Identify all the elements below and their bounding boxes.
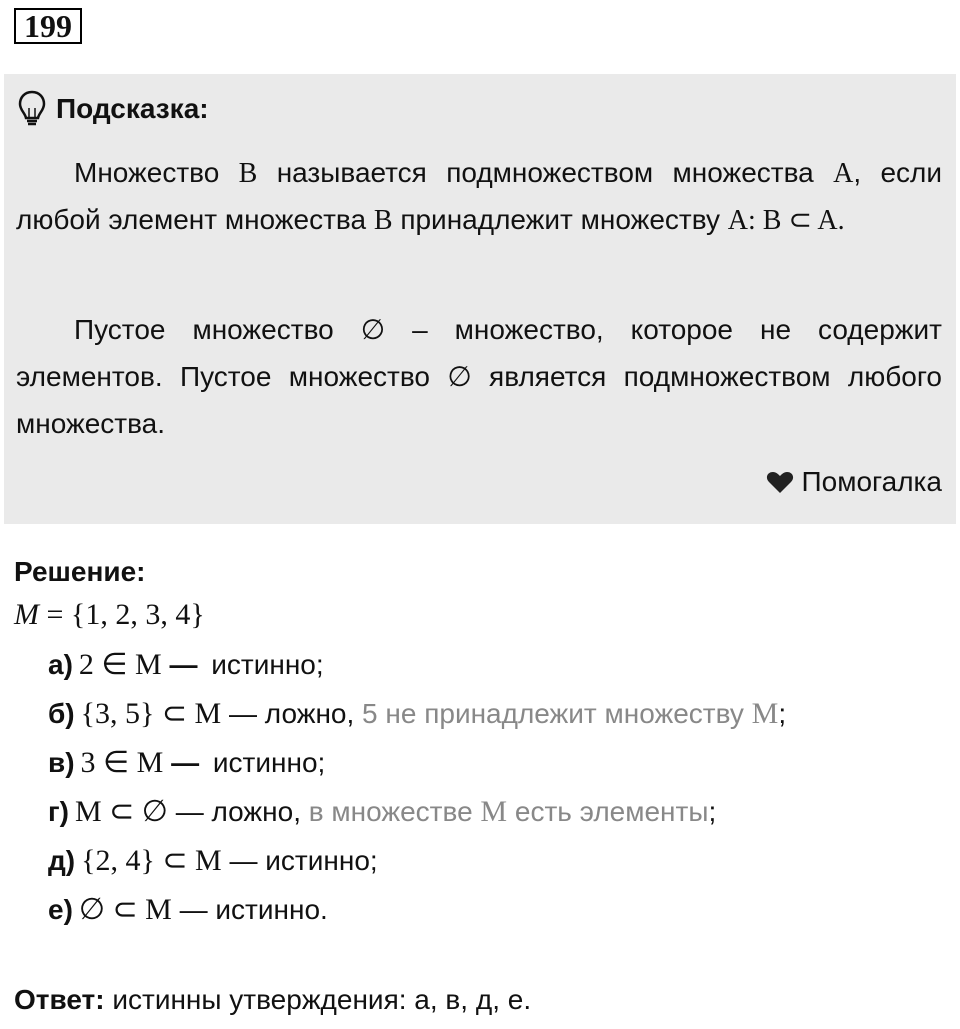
answer-text: истинны утверждения: а, в, д, е. [104,984,532,1015]
solution-items [48,645,786,939]
list-item: а) 2 ∈ M — истинно; [48,648,324,681]
list-item: д) {2, 4} ⊂ M — истинно; [48,844,378,877]
list-item: б) {3, 5} ⊂ M — ложно, 5 не принадлежит множеству M; [48,697,787,730]
hint-title: Подсказка: [56,93,209,124]
hint-paragraph-subset: Множество B называется подмножеством множества A, если любой элемент множества B принадлежит множеству A: B ⊂ A. [16,157,942,236]
answer-line [14,984,531,1016]
solution-title: Решение: [14,556,146,587]
set-definition: M = {1, 2, 3, 4} [14,598,205,631]
heart-icon [766,470,794,494]
answer-label: Ответ: [14,984,105,1015]
hint-paragraph-empty-set: Пустое множество ∅ – множество, которое не содержит элементов. Пустое множество ∅ является подмножеством любого множества. [16,314,942,439]
brand-signature [766,466,942,498]
brand-name: Помогалка [801,466,942,497]
task-number: 199 [14,8,82,44]
lightbulb-icon [18,90,46,128]
list-item: г) M ⊂ ∅ — ложно, в множестве M есть элементы; [48,795,717,828]
list-item: в) 3 ∈ M — истинно; [48,746,326,779]
hint-box [4,74,956,524]
list-item: е) ∅ ⊂ M — истинно. [48,893,328,926]
hint-header [18,90,209,128]
